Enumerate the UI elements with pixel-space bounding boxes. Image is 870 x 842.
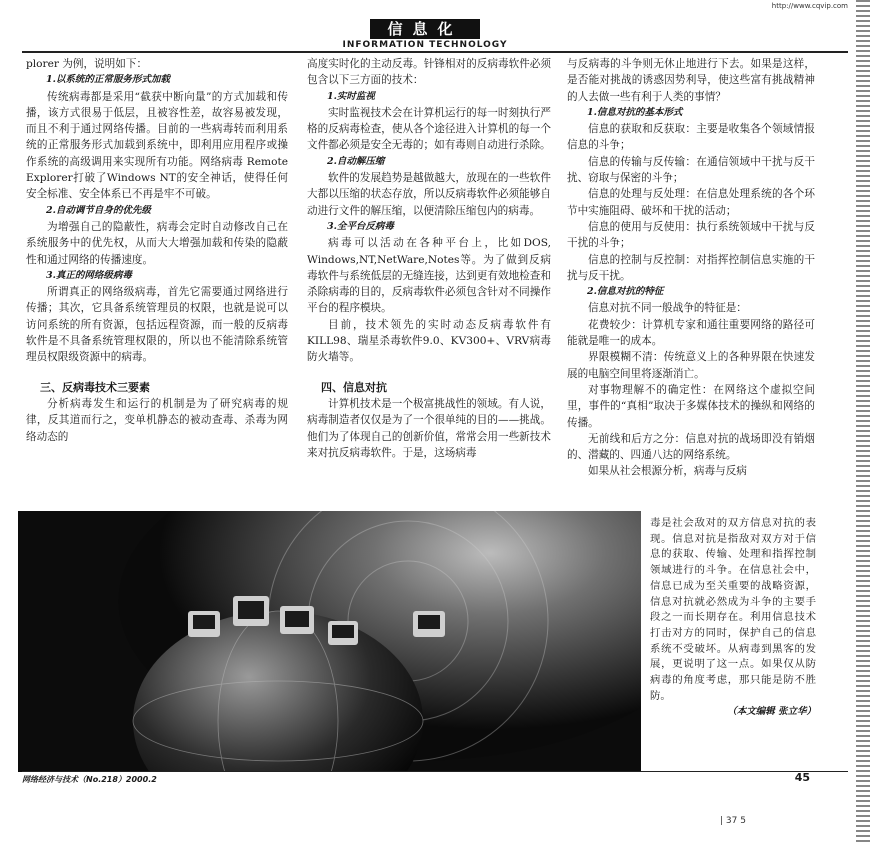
paragraph: 信息对抗不同一般战争的特征是： [588, 302, 747, 315]
paragraph: 信息的传输与反传输：在通信领域中干扰与反干扰、窃取与保密的斗争； [567, 155, 815, 185]
subheading: 1.实时监视 [327, 90, 375, 102]
paragraph: plorer 为例，说明如下： [26, 58, 148, 70]
paragraph: 花费较少：计算机专家和通往重要网络的路径可能就是唯一的成本。 [567, 318, 815, 348]
paragraph: 与反病毒的斗争则无休止地进行下去。如果是这样，是否能对挑战的诱惑因势利导，使这些富有挑战精神的人去做一些有利于人类的事情？ [567, 58, 815, 103]
paragraph: 界限模糊不清：传统意义上的各种界限在快速发展的电脑空间里将逐渐消亡。 [567, 351, 815, 380]
paragraph: 软件的发展趋势是越做越大，放现在的一些软件大都以压缩的状态存放，所以反病毒软件必须能够自动进行文件的解压缩，以便清除压缩包内的病毒。 [307, 172, 551, 217]
paragraph: 信息的获取和反获取：主要是收集各个领域情报信息的斗争； [567, 123, 815, 152]
column-2 [307, 56, 551, 461]
paragraph: 无前线和后方之分：信息对抗的战场即没有销烟的、潜藏的、四通八达的网络系统。 [567, 432, 815, 462]
paragraph: 分析病毒发生和运行的机制是为了研究病毒的规律，反其道而行之，变单机静态的被动查毒、杀毒为网络动态的 [26, 397, 288, 443]
subheading: 3.真正的网络级病毒 [46, 269, 132, 281]
column-3-continued [650, 516, 816, 720]
paragraph: 信息的使用与反使用：执行系统领域中干扰与反干扰的斗争； [567, 220, 815, 250]
section-heading: 四、信息对抗 [321, 380, 387, 394]
article-photo [18, 511, 641, 772]
header-rule [22, 51, 848, 53]
subheading: 2.自动调节自身的优先级 [46, 204, 151, 216]
paragraph: 病毒可以活动在各种平台上，比如DOS, Windows,NT,NetWare,Notes等。为了做到反病毒软件与系统低层的无缝连接，达到更有效地检查和杀除病毒的目的，反病毒软件必须包含针对不同操作平台的程序模块。 [307, 237, 551, 315]
subheading: 3.全平台反病毒 [327, 220, 394, 232]
journal-info: 网络经济与技术（No.218）2000.2 [22, 775, 157, 784]
subheading: 1.以系统的正常服务形式加载 [46, 74, 170, 86]
paragraph: 高度实时化的主动反毒。针锋相对的反病毒软件必须包含以下三方面的技术： [307, 58, 551, 87]
subheading: 2.信息对抗的特征 [587, 286, 664, 298]
paragraph: 目前，技术领先的实时动态反病毒软件有 KILL98、瑞星杀毒软件9.0、KV300+、VRV病毒防火墙等。 [307, 318, 551, 364]
section-title: 信息化 [370, 19, 480, 39]
paragraph: 为增强自己的隐蔽性，病毒会定时自动修改自己在系统服务中的优先权，从而大大增强加载和传染的隐蔽性和通过网络的传播速度。 [26, 220, 288, 266]
paragraph: 实时监视技术会在计算机运行的每一时刻执行严格的反病毒检查，使从各个途径进入计算机的每一个文件都必须是安全无毒的；如有毒则自动进行杀除。 [307, 106, 551, 152]
paragraph: 信息的处理与反处理：在信息处理系统的各个环节中实施阻碍、破坏和干扰的活动； [567, 188, 815, 217]
column-3 [567, 56, 815, 480]
paragraph: 如果从社会根源分析，病毒与反病 [588, 465, 747, 478]
scan-mark: | 37 5 [720, 816, 746, 826]
photo-illustration [18, 511, 641, 772]
footer-rule [22, 771, 848, 772]
site-url: http://www.cqvip.com [771, 2, 848, 10]
column-1 [26, 56, 288, 445]
paragraph: 传统病毒都是采用“截获中断向量”的方式加载和传播，该方式很易于低层，且被容性差，故容易被发现，而且不利于通过网络传播。目前的一些病毒转而利用系统的正常服务形式加载到系统中，即利用应用程序或操作系统的高级调用来实现所有功能。网络病毒 Remote Explorer打破了Windows NT的安全神话，使得任何安全标准、安全体系已不再是牢不可破。 [26, 90, 288, 201]
paragraph: 信息的控制与反控制：对指挥控制信息实施的干扰与反干扰。 [567, 253, 815, 282]
editor-signature: （本文编辑 张立华） [727, 706, 816, 718]
scan-edge [856, 0, 870, 842]
section-subtitle: INFORMATION TECHNOLOGY [342, 40, 508, 50]
paragraph: 毒是社会敌对的双方信息对抗的表现。信息对抗是指敌对双方对于信息的获取、传输、处理和指挥控制领域进行的斗争。在信息社会中，信息已成为至关重要的战略资源，信息对抗就必然成为斗争的主要手段之一而长期存在。利用信息技术打击对方的同时，保护自己的信息系统不受破坏。从病毒到黑客的发展，更说明了这一点。如果仅从防病毒的角度考虑，那只能是防不胜防。 [650, 517, 816, 702]
paragraph: 计算机技术是一个极富挑战性的领域。有人说，病毒制造者仅仅是为了一个很单纯的目的——挑战。他们为了体现自己的创新价值，常常会用一些新技术来对抗反病毒软件。于是，这场病毒 [307, 397, 551, 459]
section-heading: 三、反病毒技术三要素 [40, 380, 150, 394]
paragraph: 对事物理解不的确定性：在网络这个虚拟空间里，事件的“真相”取决于多媒体技术的操纵和网络的传播。 [567, 383, 815, 429]
subheading: 1.信息对抗的基本形式 [587, 106, 683, 118]
subheading: 2.自动解压缩 [327, 155, 385, 167]
page-footer [22, 771, 810, 785]
page-number: 45 [794, 771, 810, 784]
paragraph: 所谓真正的网络级病毒，首先它需要通过网络进行传播；其次，它具备系统管理员的权限，也就是说可以访问系统的所有资源，包括远程资源，而一般的反病毒软件是不具备系统管理权限的，所以也不能清除系统管理员权限级资源中的病毒。 [26, 286, 288, 364]
